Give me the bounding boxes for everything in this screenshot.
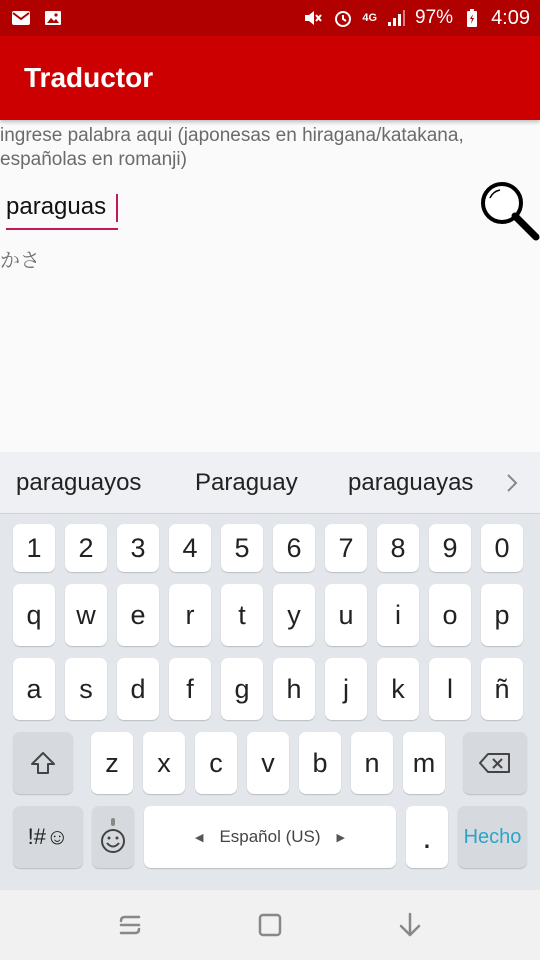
search-button[interactable] [478,180,540,242]
suggestion-item[interactable]: paraguayas [348,469,474,496]
recents-icon [115,911,145,939]
done-key[interactable]: Hecho [458,806,527,868]
mute-icon [302,8,324,28]
text-cursor [116,194,118,222]
key-h[interactable]: h [273,658,315,720]
backspace-icon [478,752,512,774]
key-l[interactable]: l [429,658,471,720]
key-i[interactable]: i [377,584,419,646]
key-f[interactable]: f [169,658,211,720]
triangle-right-icon: ▶ [336,831,346,844]
key-s[interactable]: s [65,658,107,720]
magnifier-icon [478,180,540,242]
word-input[interactable] [6,188,118,226]
space-key[interactable] [144,806,396,868]
key-w[interactable]: w [65,584,107,646]
suggestion-item[interactable]: paraguayos [16,469,142,496]
key-6[interactable]: 6 [273,524,315,572]
recents-button[interactable] [110,905,150,945]
key-m[interactable]: m [403,732,445,794]
key-7[interactable]: 7 [325,524,367,572]
navigation-bar [0,890,540,960]
key-z[interactable]: z [91,732,133,794]
key-n[interactable]: n [351,732,393,794]
key-j[interactable]: j [325,658,367,720]
suggestion-item[interactable]: Paraguay [195,469,298,496]
key-g[interactable]: g [221,658,263,720]
key-d[interactable]: d [117,658,159,720]
key-x[interactable]: x [143,732,185,794]
battery-charging-icon [461,8,483,28]
shift-key[interactable] [13,732,73,794]
key-3[interactable]: 3 [117,524,159,572]
instructions-label: ingrese palabra aqui (japonesas en hiragana/katakana, españolas en romanji) [0,125,464,170]
network-type: 4G [362,12,378,24]
clock: 4:09 [491,6,530,29]
translation-result: かさ [0,248,40,272]
key-0[interactable]: 0 [481,524,523,572]
key-y[interactable]: y [273,584,315,646]
key-v[interactable]: v [247,732,289,794]
shift-icon [29,749,57,777]
key-4[interactable]: 4 [169,524,211,572]
key-u[interactable]: u [325,584,367,646]
signal-icon [385,8,407,28]
key-a[interactable]: a [13,658,55,720]
key-k[interactable]: k [377,658,419,720]
emoji-icon [98,817,128,857]
key-2[interactable]: 2 [65,524,107,572]
word-input-container[interactable] [6,188,118,230]
app-title: Traductor [24,62,154,93]
space-language-label: Español (US) [219,827,321,846]
key-n-tilde[interactable]: ñ [481,658,523,720]
key-8[interactable]: 8 [377,524,419,572]
home-button[interactable] [250,905,290,945]
key-1[interactable]: 1 [13,524,55,572]
emoji-key[interactable] [92,806,134,868]
status-bar [0,0,540,36]
key-9[interactable]: 9 [429,524,471,572]
suggestion-bar [0,452,540,514]
back-arrow-icon [395,910,425,940]
home-icon [255,910,285,940]
backspace-key[interactable] [463,732,527,794]
key-c[interactable]: c [195,732,237,794]
gmail-icon [10,8,32,28]
image-icon [42,8,64,28]
symbols-key[interactable]: !#☺ [13,806,83,868]
key-q[interactable]: q [13,584,55,646]
keyboard [0,514,540,890]
chevron-right-icon[interactable] [500,470,524,496]
app-bar [0,36,540,120]
battery-percent: 97% [415,7,454,28]
key-o[interactable]: o [429,584,471,646]
key-r[interactable]: r [169,584,211,646]
triangle-left-icon: ◀ [194,831,204,844]
alarm-icon [332,8,354,28]
key-b[interactable]: b [299,732,341,794]
key-5[interactable]: 5 [221,524,263,572]
key-t[interactable]: t [221,584,263,646]
period-key[interactable]: . [406,806,448,868]
back-button[interactable] [390,905,430,945]
key-e[interactable]: e [117,584,159,646]
key-p[interactable]: p [481,584,523,646]
